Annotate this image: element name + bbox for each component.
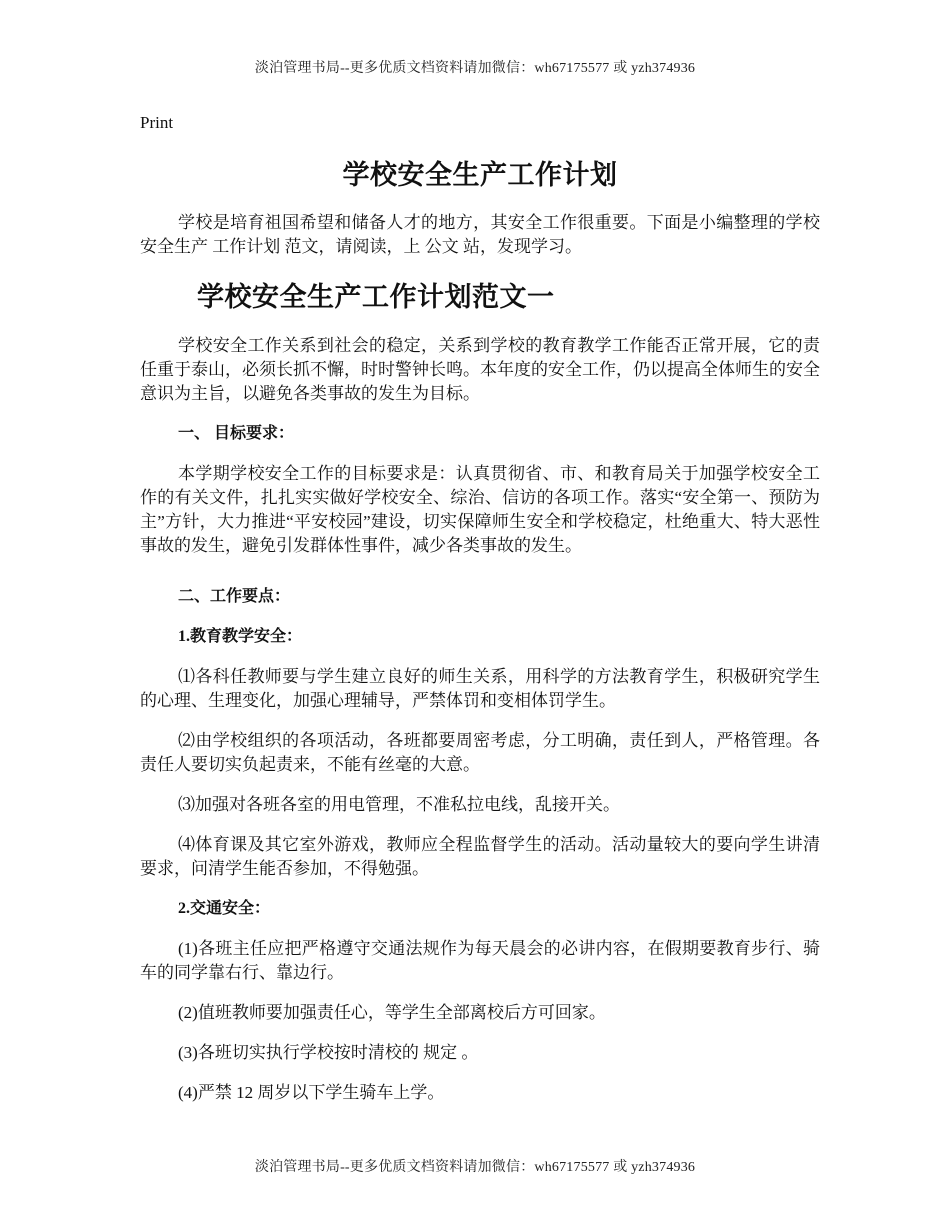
section-title: 学校安全生产工作计划范文一 — [197, 282, 555, 312]
subheading-education-safety: 1.教育教学安全： — [178, 628, 303, 645]
list-item: (3)各班切实执行学校按时清校的 规定 。 — [178, 1043, 479, 1062]
list-item: ⑴各科任教师要与学生建立良好的师生关系，用科学的方法教育学生，积极研究学生的心理、生理变化，加强心理辅导，严禁体罚和变相体罚学生。 — [140, 667, 820, 710]
subheading-traffic-safety: 2.交通安全： — [178, 900, 271, 917]
running-footer: 淡泊管理书局--更多优质文档资料请加微信：wh67175577 或 yzh374936 — [254, 1160, 696, 1175]
intro-paragraph: 学校是培育祖国希望和储备人才的地方，其安全工作很重要。下面是小编整理的学校安全生产 工作计划 范文，请阅读，上 公文 站，发现学习。 — [140, 213, 820, 256]
document-body — [140, 113, 820, 1121]
list-item: ⑷体育课及其它室外游戏，教师应全程监督学生的活动。活动量较大的要向学生讲清要求，问清学生能否参加，不得勉强。 — [140, 835, 820, 878]
list-item: (4)严禁 12 周岁以下学生骑车上学。 — [178, 1083, 445, 1102]
document-title: 学校安全生产工作计划 — [342, 160, 618, 190]
running-header: 淡泊管理书局--更多优质文档资料请加微信：wh67175577 或 yzh374936 — [254, 61, 696, 76]
list-item: ⑶加强对各班各室的用电管理，不准私拉电线，乱接开关。 — [178, 795, 620, 814]
heading-goals: 一、 目标要求： — [178, 425, 295, 442]
heading-work-points: 二、工作要点： — [178, 588, 291, 605]
list-item: ⑵由学校组织的各项活动，各班都要周密考虑，分工明确，责任到人，严格管理。各责任人要切实负起责来，不能有丝毫的大意。 — [140, 731, 820, 774]
print-label: Print — [140, 113, 174, 132]
list-item: (2)值班教师要加强责任心，等学生全部离校后方可回家。 — [178, 1003, 606, 1022]
goal-paragraph: 本学期学校安全工作的目标要求是：认真贯彻省、市、和教育局关于加强学校安全工作的有关文件，扎扎实实做好学校安全、综治、信访的各项工作。落实“安全第一、预防为主”方针，大力推进“平安校园”建设，切实保障师生安全和学校稳定，杜绝重大、特大恶性事故的发生，避免引发群体性事件，减少各类事故的发生。 — [140, 464, 820, 555]
section-intro-paragraph: 学校安全工作关系到社会的稳定，关系到学校的教育教学工作能否正常开展，它的责任重于泰山，必须长抓不懈，时时警钟长鸣。本年度的安全工作，仍以提高全体师生的安全意识为主旨，以避免各类事故的发生为目标。 — [140, 336, 820, 403]
list-item: (1)各班主任应把严格遵守交通法规作为每天晨会的必讲内容，在假期要教育步行、骑车的同学靠右行、靠边行。 — [140, 939, 820, 982]
